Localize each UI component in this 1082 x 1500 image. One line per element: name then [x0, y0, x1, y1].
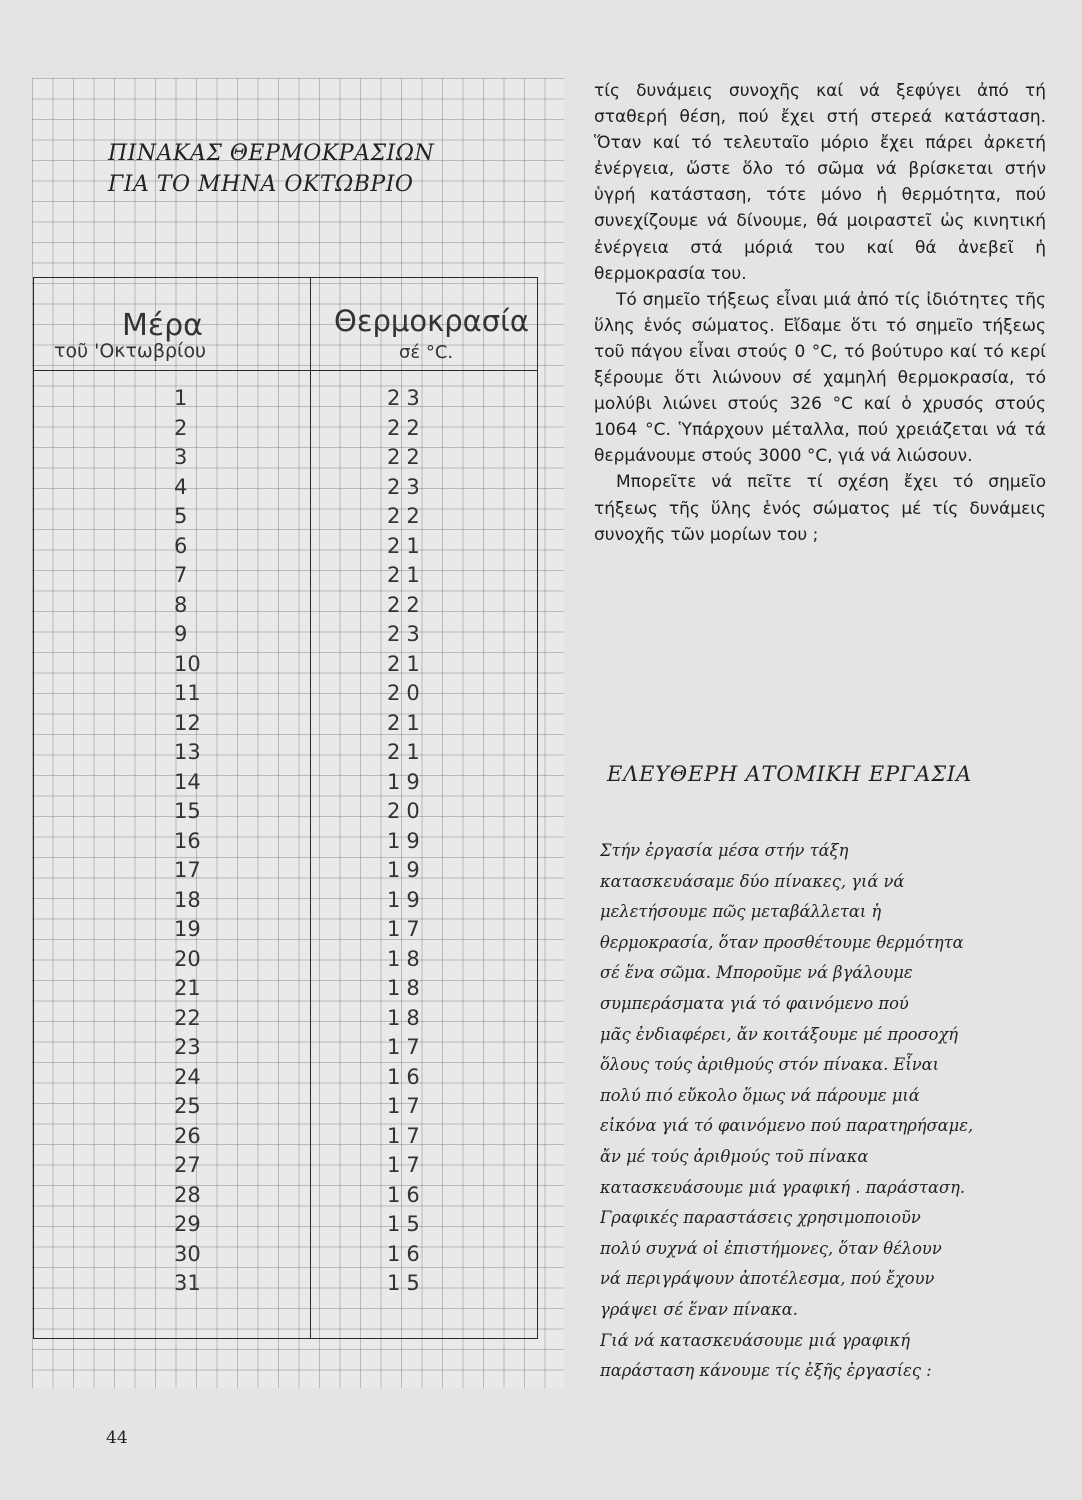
temperature-table [33, 277, 538, 1339]
temperature-cell: 22 [387, 592, 426, 617]
temperature-cell: 16 [387, 1182, 426, 1207]
day-cell: 25 [174, 1094, 201, 1118]
section-heading: ΕΛΕΥΘΕΡΗ ΑΤΟΜΙΚΗ ΕΡΓΑΣΙΑ [607, 762, 972, 786]
table-row [34, 1124, 537, 1154]
table-row [34, 1006, 537, 1036]
temperature-cell: 21 [387, 563, 426, 587]
temperature-cell: 19 [387, 858, 426, 882]
temperature-cell: 17 [387, 1153, 426, 1177]
temperature-cell: 19 [387, 887, 426, 912]
temperature-cell: 18 [387, 1005, 426, 1030]
temperature-cell: 15 [387, 1212, 426, 1236]
temperature-cell: 20 [387, 681, 426, 705]
table-title [108, 138, 434, 200]
table-row [34, 593, 537, 623]
temperature-cell: 17 [387, 1094, 426, 1118]
italic-line: ἄν μέ τούς ἀριθμούς τοῦ πίνακα [600, 1146, 869, 1166]
day-cell: 4 [174, 474, 188, 499]
day-cell: 15 [174, 799, 201, 823]
header-divider [34, 370, 537, 371]
day-cell: 23 [174, 1035, 201, 1059]
italic-line: κατασκευάσαμε δύο πίνακες, γιά νά [600, 871, 905, 891]
italic-line: πολύ πιό εὔκολο ὅμως νά πάρουμε μιά [600, 1085, 920, 1105]
day-cell: 19 [174, 917, 201, 941]
day-cell: 13 [174, 740, 201, 764]
paragraph-2: Τό σημεῖο τήξεως εἶναι μιά ἀπό τίς ἰδιότητες τῆς ὕλης ἑνός σώματος. Εἴδαμε ὅτι τό σημεῖο τήξεως τοῦ πάγου εἶναι στούς 0 °C, τό βούτυρο καί τό κερί ξέρουμε ὅτι λιώνουν σέ χαμηλή θερμοκρασία, τό μολύβι λιώνει στούς 326 °C καί ὁ χρυσός στούς 1064 °C. Ὑπάρχουν μέταλλα, πού χρειάζεται νά τά θερμάνουμε στούς 3000 °C, γιά νά λιώσουν. [594, 289, 1046, 467]
table-row [34, 770, 537, 800]
body-text [594, 78, 1046, 548]
table-row [34, 386, 537, 416]
italic-line: παράσταση κάνουμε τίς ἑξῆς ἐργασίες : [600, 1361, 932, 1381]
italic-line: Γιά νά κατασκευάσουμε μιά γραφική [600, 1330, 910, 1350]
day-cell: 6 [174, 533, 188, 558]
temperature-cell: 18 [387, 946, 426, 971]
day-cell: 9 [174, 622, 188, 646]
temperature-cell: 21 [387, 651, 426, 676]
temperature-cell: 19 [387, 769, 426, 794]
day-cell: 22 [174, 1005, 201, 1030]
temperature-cell: 16 [387, 1064, 426, 1089]
table-row [34, 888, 537, 918]
table-row [34, 445, 537, 475]
italic-line: εἰκόνα γιά τό φαινόμενο πού παρατηρήσαμε, [600, 1116, 974, 1136]
table-row [34, 1271, 537, 1301]
table-body [34, 386, 537, 1301]
table-row [34, 1183, 537, 1213]
paragraph-1: τίς δυνάμεις συνοχῆς καί νά ξεφύγει ἀπό τή σταθερή θέση, πού ἔχει στή στερεά κατάσταση. Ὅταν καί τό τελευταῖο μόριο ἔχει πάρει ἀρκετή ἐνέργεια, ὥστε ὅλο τό σῶμα νά βρίσκεται στήν ὑγρή κατάσταση, τότε μόνο ἡ θερμότητα, πού συνεχίζουμε νά δίνουμε, θά μοιραστεῖ ὡς κινητική ἐνέργεια στά μόριά του καί θά ἀνεβεῖ ἡ θερμοκρασία του. [594, 81, 1046, 284]
day-cell: 24 [174, 1064, 201, 1089]
table-row [34, 1065, 537, 1095]
day-cell: 8 [174, 592, 188, 617]
italic-line: κατασκευάσουμε μιά γραφική . παράσταση. [600, 1177, 965, 1197]
italic-line: γράψει σέ ἕναν πίνακα. [600, 1299, 798, 1319]
temperature-cell: 22 [387, 415, 426, 440]
day-cell: 16 [174, 828, 201, 853]
temperature-cell: 21 [387, 710, 426, 735]
day-cell: 5 [174, 504, 188, 528]
day-cell: 3 [174, 445, 188, 469]
temperature-cell: 19 [387, 828, 426, 853]
day-cell: 21 [174, 976, 201, 1000]
temperature-cell: 18 [387, 976, 426, 1000]
italic-line: μᾶς ἐνδιαφέρει, ἄν κοιτάξουμε μέ προσοχή [600, 1024, 959, 1044]
table-row [34, 652, 537, 682]
day-cell: 26 [174, 1123, 201, 1148]
day-cell: 27 [174, 1153, 201, 1177]
temperature-cell: 17 [387, 917, 426, 941]
table-row [34, 1212, 537, 1242]
temperature-cell: 16 [387, 1241, 426, 1266]
day-cell: 30 [174, 1241, 201, 1266]
temperature-cell: 22 [387, 445, 426, 469]
day-column-header: Μέρα [122, 308, 203, 343]
temperature-cell: 23 [387, 474, 426, 499]
temperature-cell: 22 [387, 504, 426, 528]
day-cell: 10 [174, 651, 201, 676]
day-cell: 2 [174, 415, 188, 440]
italic-line: νά περιγράψουν ἀποτέλεσμα, πού ἔχουν [600, 1269, 935, 1289]
paragraph-3: Μπορεῖτε νά πεῖτε τί σχέση ἔχει τό σημεῖο τήξεως τῆς ὕλης ἑνός σώματος μέ τίς δυνάμεις συνοχῆς τῶν μορίων του ; [594, 472, 1046, 545]
table-row [34, 711, 537, 741]
table-row [34, 799, 537, 829]
temperature-cell: 23 [387, 386, 426, 410]
table-row [34, 858, 537, 888]
table-row [34, 829, 537, 859]
table-row [34, 947, 537, 977]
day-cell: 20 [174, 946, 201, 971]
italic-line: ὅλους τούς ἀριθμούς στόν πίνακα. Εἶναι [600, 1055, 939, 1075]
table-row [34, 976, 537, 1006]
table-row [34, 563, 537, 593]
temperature-cell: 21 [387, 740, 426, 764]
day-cell: 18 [174, 887, 201, 912]
temperature-cell: 20 [387, 799, 426, 823]
table-row [34, 475, 537, 505]
table-row [34, 1035, 537, 1065]
day-cell: 11 [174, 681, 201, 705]
table-row [34, 1153, 537, 1183]
table-title-line-1: ΠΙΝΑΚΑΣ ΘΕΡΜΟΚΡΑΣΙΩΝ [108, 141, 435, 166]
table-row [34, 740, 537, 770]
temperature-cell: 17 [387, 1123, 426, 1148]
temperature-cell: 21 [387, 533, 426, 558]
day-cell: 1 [174, 386, 188, 410]
day-cell: 12 [174, 710, 201, 735]
page-number: 44 [106, 1428, 128, 1448]
day-cell: 28 [174, 1182, 201, 1207]
table-row [34, 681, 537, 711]
day-cell: 29 [174, 1212, 201, 1236]
italic-line: μελετήσουμε πῶς μεταβάλλεται ἡ [600, 902, 882, 922]
italic-line: Στήν ἐργασία μέσα στήν τάξη [600, 841, 849, 860]
italic-assignment-text [600, 836, 1030, 1387]
table-title-line-2: ΓΙΑ ΤΟ ΜΗΝΑ ΟΚΤΩΒΡΙΟ [108, 172, 414, 197]
day-cell: 31 [174, 1271, 201, 1295]
table-row [34, 622, 537, 652]
table-row [34, 534, 537, 564]
table-row [34, 504, 537, 534]
temperature-cell: 15 [387, 1271, 426, 1295]
temperature-column-subheader: σέ °C. [399, 342, 454, 363]
temperature-column-header: Θερμοκρασία [334, 304, 530, 338]
italic-line: πολύ συχνά οἱ ἐπιστήμονες, ὅταν θέλουν [600, 1238, 942, 1258]
table-row [34, 416, 537, 446]
table-row [34, 1094, 537, 1124]
italic-line: Γραφικές παραστάσεις χρησιμοποιοῦν [600, 1208, 921, 1228]
temperature-cell: 17 [387, 1035, 426, 1059]
italic-line: συμπεράσματα γιά τό φαινόμενο πού [600, 993, 909, 1013]
table-row [34, 1242, 537, 1272]
table-row [34, 917, 537, 947]
italic-line: θερμοκρασία, ὅταν προσθέτουμε θερμότητα [600, 932, 964, 952]
day-column-subheader: τοῦ 'Οκτωβρίου [54, 340, 207, 362]
day-cell: 17 [174, 858, 201, 882]
day-cell: 14 [174, 769, 201, 794]
italic-line: σέ ἕνα σῶμα. Μποροῦμε νά βγάλουμε [600, 963, 913, 983]
day-cell: 7 [174, 563, 188, 587]
temperature-cell: 23 [387, 622, 426, 646]
